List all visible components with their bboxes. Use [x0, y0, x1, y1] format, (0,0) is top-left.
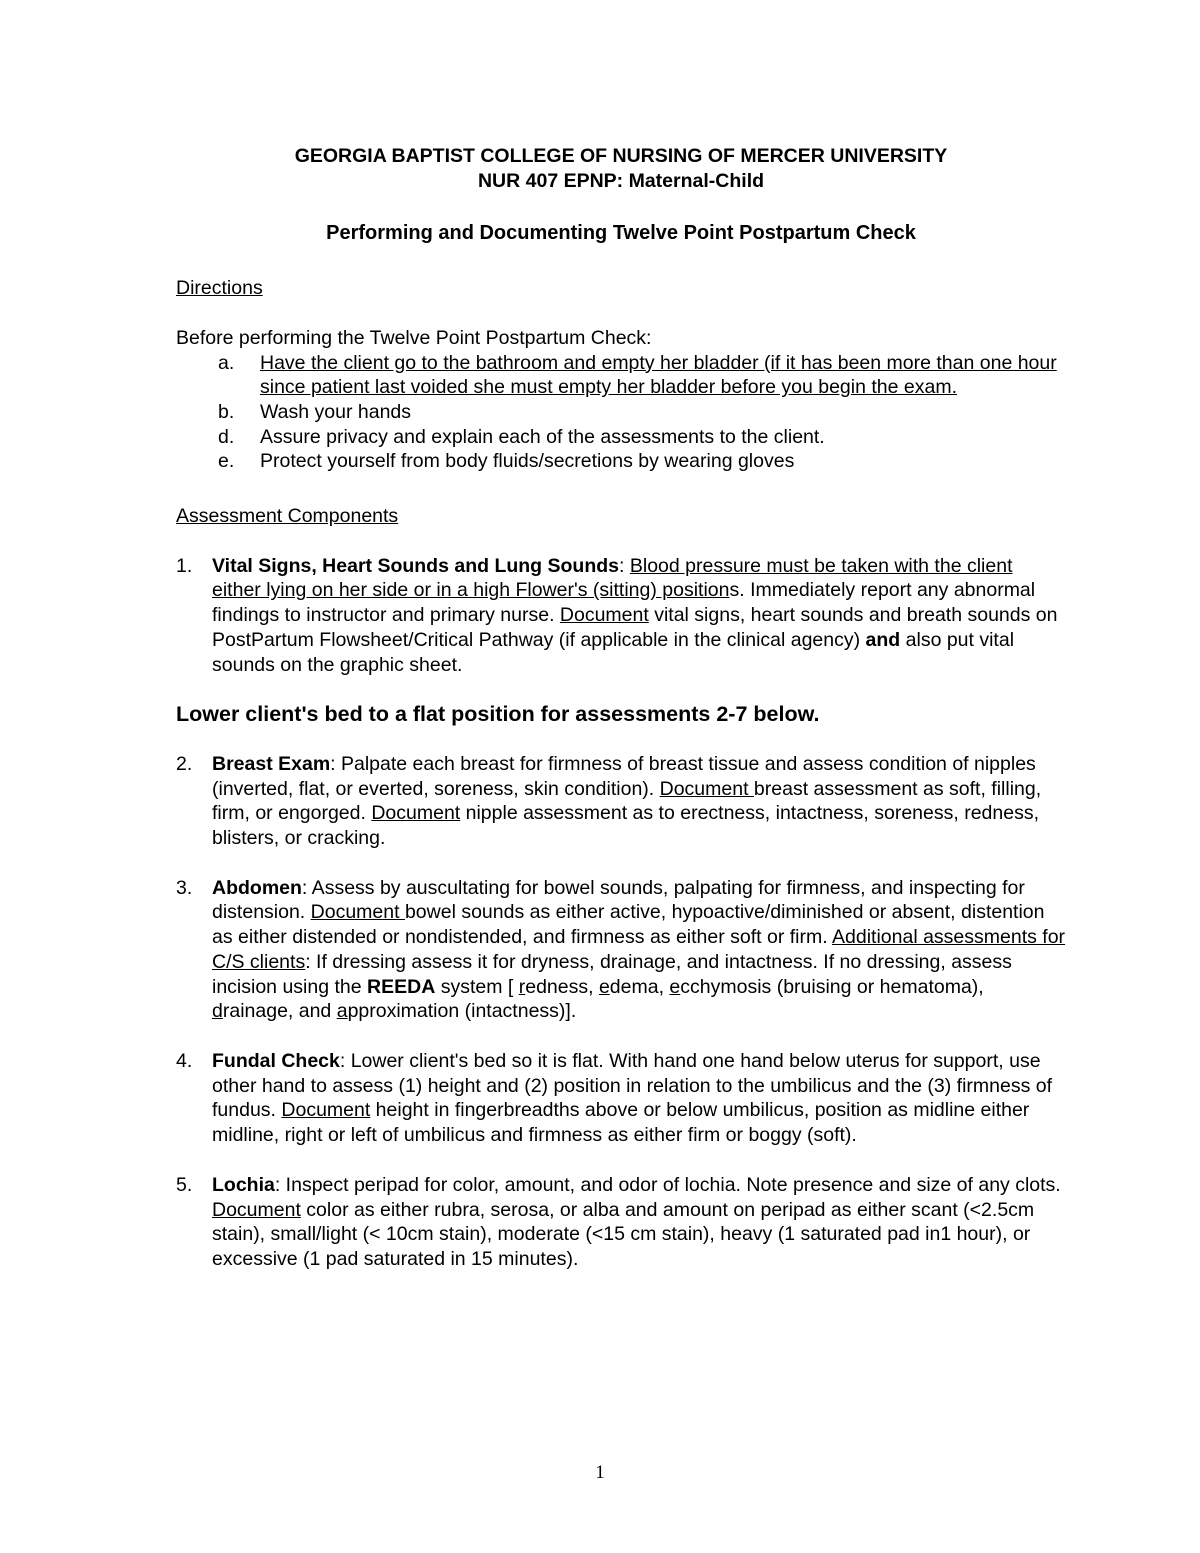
document-title: Performing and Documenting Twelve Point Postpartum Check	[326, 222, 916, 245]
course-title: NUR 407 EPNP: Maternal-Child	[477, 169, 765, 192]
item-label: Fundal Check	[212, 1049, 340, 1072]
document-keyword: Document	[212, 1198, 301, 1221]
step-marker: a.	[218, 351, 235, 374]
item-text: bowel sounds as either active, hypoactive/diminished or absent, distention as either distended or nondistended, and firmness as either soft or firm.	[212, 901, 1045, 949]
item-text: height in fingerbreadths above or below umbilicus, position as midline either midline, right or left of umbilicus and firmness as either firm or boggy (soft).	[212, 1099, 1030, 1147]
document-keyword: Document	[659, 777, 754, 800]
item-text: s. Immediately report any abnormal findings to instructor and primary nurse.	[212, 579, 1036, 627]
item-text: dema,	[609, 975, 670, 998]
item-text: nipple assessment as to erectness, intactness, soreness, redness, blisters, or cracking.	[212, 802, 1039, 850]
item-number: 1.	[176, 554, 193, 577]
acronym-letter: e	[598, 975, 610, 998]
item-label: Breast Exam	[212, 752, 331, 775]
item-text: pproximation (intactness)].	[347, 1000, 577, 1023]
item-number: 2.	[176, 752, 193, 775]
directions-steps	[176, 351, 1066, 475]
step-text: Protect yourself from body fluids/secretions by wearing gloves	[260, 450, 795, 473]
directions-step	[176, 425, 1066, 450]
item-text: cchymosis (bruising or hematoma),	[680, 975, 984, 998]
item-text: system [	[435, 975, 519, 998]
item-text: vital signs, heart sounds and breath sounds on PostPartum Flowsheet/Critical Pathway (if applicable in the clinical agency)	[212, 604, 1058, 651]
reeda-acronym: REEDA	[367, 975, 436, 998]
item-bold-text: and	[865, 628, 901, 651]
item-number: 4.	[176, 1049, 193, 1072]
document-keyword: Document	[371, 802, 461, 825]
item-label: Abdomen	[212, 876, 302, 899]
assessment-heading: Assessment Components	[176, 505, 399, 528]
item-text: also put vital sounds on the graphic sheet.	[212, 628, 1015, 676]
directions-step	[176, 400, 1066, 425]
item-underlined-text: Blood pressure must be taken with the client either lying on her side or in a high Flower's (sitting) position	[212, 554, 1013, 602]
flat-position-note: Lower client's bed to a flat position for assessments 2-7 below.	[176, 702, 820, 727]
assessment-item-abdomen	[176, 876, 1066, 1024]
assessment-item-breast-exam	[176, 752, 1066, 851]
directions-intro: Before performing the Twelve Point Postpartum Check:	[176, 326, 652, 349]
document-keyword: Document	[281, 1099, 371, 1122]
step-marker: e.	[218, 450, 235, 473]
cs-assessment-label: Additional assessments for C/S clients	[212, 926, 1066, 973]
item-text: : Assess by auscultating for bowel sounds, palpating for firmness, and inspecting for distension.	[212, 876, 1025, 924]
directions-step	[176, 351, 1066, 400]
item-text: breast assessment as soft, filling, firm, or engorged.	[212, 777, 1042, 825]
acronym-letter: r	[518, 975, 526, 998]
step-text: Wash your hands	[260, 400, 412, 423]
acronym-letter: a	[336, 1000, 348, 1023]
document-keyword: Document	[310, 901, 405, 924]
item-text: edness,	[525, 975, 599, 998]
document-keyword: Document	[559, 604, 649, 627]
assessment-item-lochia	[176, 1173, 1066, 1272]
step-text: Have the client go to the bathroom and empty her bladder (if it has been more than one hour since patient last voided she must empty her bladder before you begin the exam.	[260, 351, 1057, 399]
item-text: : Inspect peripad for color, amount, and odor of lochia. Note presence and size of any clots.	[274, 1173, 1061, 1196]
item-label: Vital Signs, Heart Sounds and Lung Sounds	[212, 554, 620, 577]
directions-step	[176, 449, 1066, 474]
item-text: : Palpate each breast for firmness of breast tissue and assess condition of nipples (inverted, flat, or everted, soreness, skin condition).	[212, 752, 1036, 800]
step-text: Assure privacy and explain each of the assessments to the client.	[260, 425, 825, 448]
item-text: : If dressing assess it for dryness, drainage, and intactness. If no dressing, assess incision using the	[212, 950, 1012, 998]
acronym-letter: d	[212, 1000, 223, 1023]
item-label: Lochia	[212, 1173, 275, 1196]
acronym-letter: e	[669, 975, 681, 998]
item-text: : Lower client's bed so it is flat. With hand one hand below uterus for support, use other hand to assess (1) height and (2) position in relation to the umbilicus and the (3) firmness of fundus.	[212, 1049, 1053, 1122]
item-text: rainage, and	[222, 1000, 337, 1023]
page-number: 1	[595, 1462, 605, 1483]
assessment-item-vital-signs	[176, 554, 1066, 678]
assessment-item-fundal-check	[176, 1049, 1066, 1148]
step-marker: d.	[218, 425, 235, 448]
institution-title: GEORGIA BAPTIST COLLEGE OF NURSING OF MERCER UNIVERSITY	[294, 145, 948, 167]
item-text: :	[619, 554, 630, 577]
step-marker: b.	[218, 400, 235, 423]
item-number: 5.	[176, 1173, 193, 1196]
directions-heading: Directions	[176, 277, 263, 300]
item-number: 3.	[176, 876, 193, 899]
item-text: color as either rubra, serosa, or alba and amount on peripad as either scant (<2.5cm stain), small/light (< 10cm stain), moderate (<15 cm stain), heavy (1 saturated pad in1 hour), or excessive (1 pad saturated in 15 minutes).	[212, 1198, 1035, 1270]
document-body	[176, 144, 1066, 1272]
